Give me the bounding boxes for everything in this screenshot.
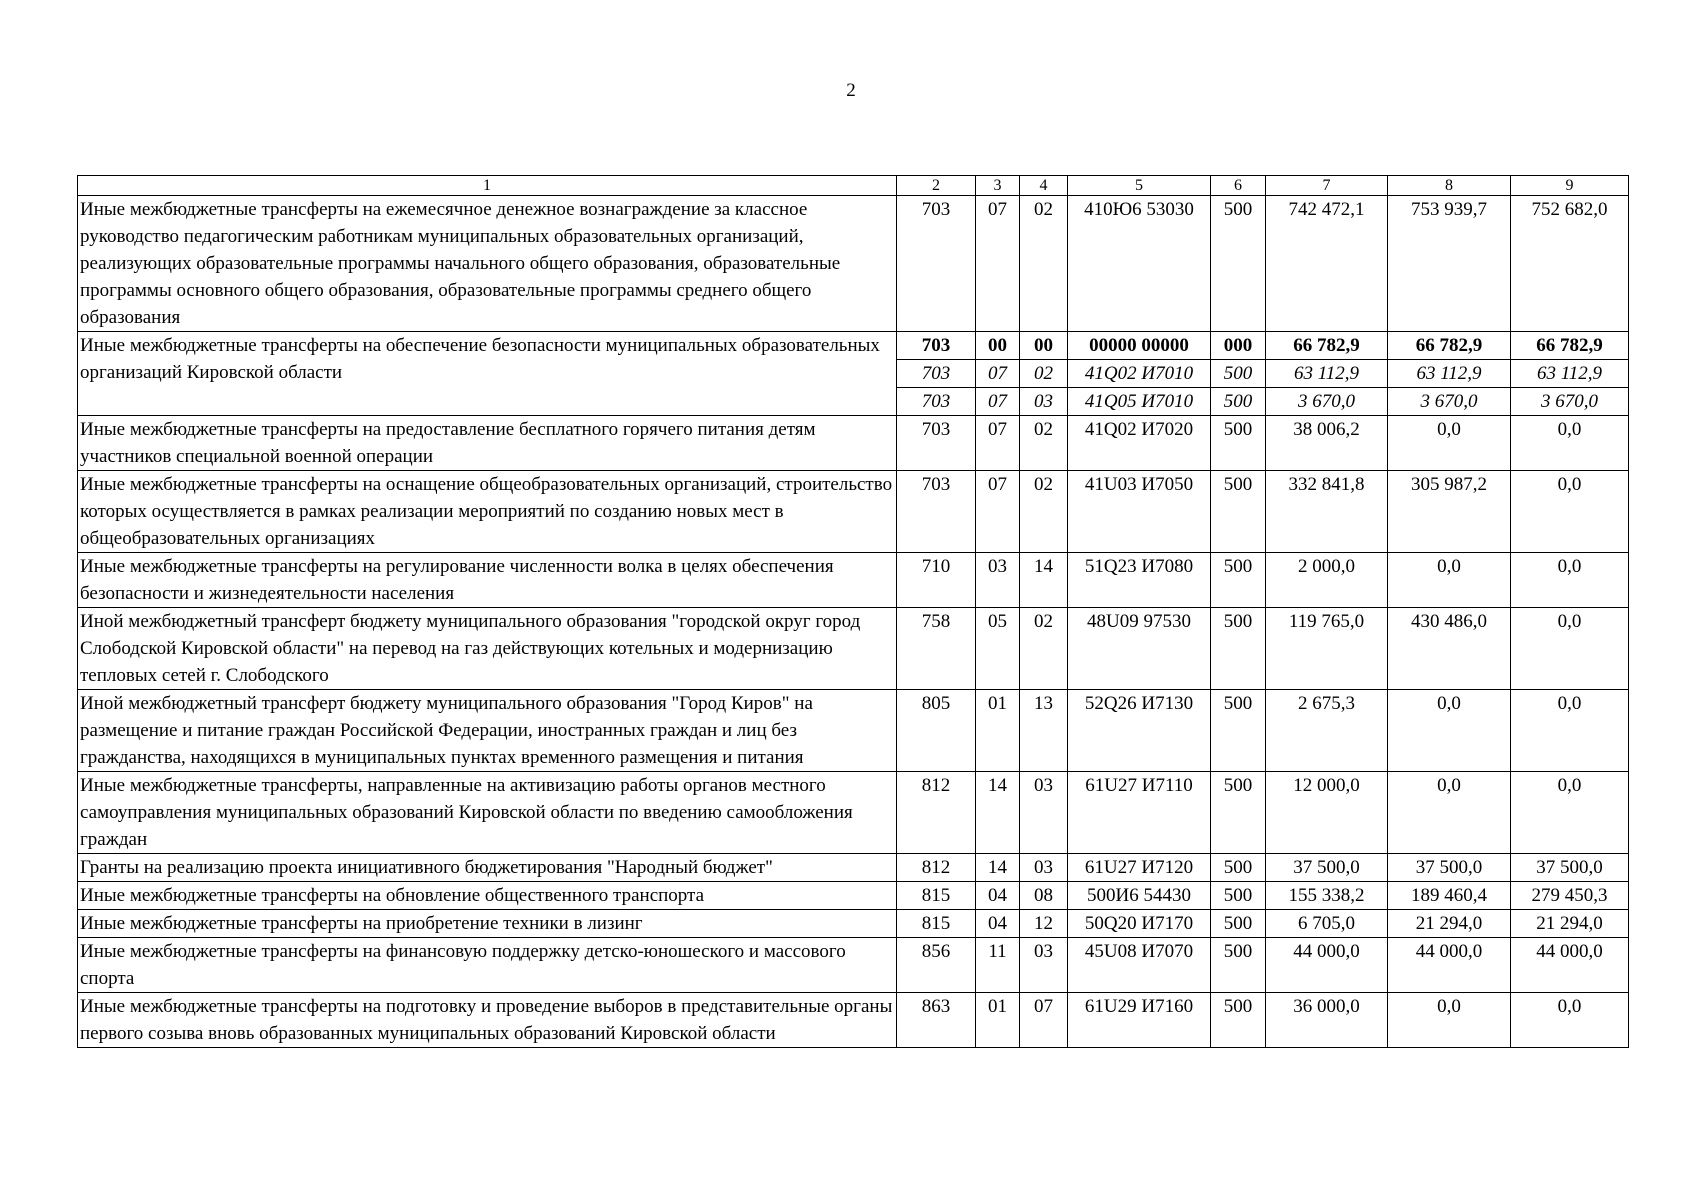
cell-target-article: 48U09 97530 [1068,608,1211,690]
table-row [78,471,1629,553]
cell-amount-year2: 0,0 [1388,416,1511,471]
cell-subsection: 12 [1020,910,1068,938]
table-row-total [78,332,1629,360]
row-description: Иные межбюджетные трансферты на финансовую поддержку детско-юношеского и массового спорта [78,938,897,993]
cell-amount-year2: 0,0 [1388,993,1511,1048]
cell-amount-year3: 0,0 [1511,553,1629,608]
row-description: Иные межбюджетные трансферты на подготовку и проведение выборов в представительные органы первого созыва вновь образованных муниципальных образований Кировской области [78,993,897,1048]
cell-target-article: 500И6 54430 [1068,882,1211,910]
cell-target-article: 61U27 И7120 [1068,854,1211,882]
cell-amount-year2: 63 112,9 [1388,360,1511,388]
cell-target-article: 00000 00000 [1068,332,1211,360]
cell-target-article: 41U03 И7050 [1068,471,1211,553]
cell-amount-year1: 3 670,0 [1266,388,1388,416]
header-cell: 2 [897,176,976,196]
cell-expense-type: 500 [1211,388,1266,416]
cell-expense-type: 500 [1211,993,1266,1048]
cell-section: 07 [976,196,1020,332]
row-description: Иные межбюджетные трансферты на обеспечение безопасности муниципальных образовательных организаций Кировской области [78,332,897,416]
row-description: Иные межбюджетные трансферты на предоставление бесплатного горячего питания детям участников специальной военной операции [78,416,897,471]
cell-admin-code: 703 [897,471,976,553]
cell-expense-type: 500 [1211,608,1266,690]
cell-admin-code: 812 [897,854,976,882]
cell-amount-year1: 332 841,8 [1266,471,1388,553]
cell-section: 01 [976,993,1020,1048]
cell-section: 11 [976,938,1020,993]
cell-subsection: 03 [1020,388,1068,416]
cell-amount-year3: 0,0 [1511,772,1629,854]
cell-amount-year2: 0,0 [1388,553,1511,608]
cell-amount-year2: 37 500,0 [1388,854,1511,882]
header-cell: 9 [1511,176,1629,196]
cell-admin-code: 703 [897,332,976,360]
row-description: Иной межбюджетный трансферт бюджету муниципального образования "Город Киров" на размещение и питание граждан Российской Федерации, иностранных граждан и лиц без гражданства, находящихся в муниципальных пунктах временного размещения и питания [78,690,897,772]
cell-amount-year2: 21 294,0 [1388,910,1511,938]
cell-expense-type: 500 [1211,882,1266,910]
cell-amount-year1: 63 112,9 [1266,360,1388,388]
cell-amount-year2: 189 460,4 [1388,882,1511,910]
cell-admin-code: 758 [897,608,976,690]
table-row [78,993,1629,1048]
cell-target-article: 51Q23 И7080 [1068,553,1211,608]
cell-subsection: 02 [1020,608,1068,690]
row-description: Иные межбюджетные трансферты на оснащение общеобразовательных организаций, строительство которых осуществляется в рамках реализации мероприятий по созданию новых мест в общеобразовательных организациях [78,471,897,553]
table-row [78,910,1629,938]
budget-table [77,175,1629,1048]
cell-section: 07 [976,471,1020,553]
cell-amount-year3: 279 450,3 [1511,882,1629,910]
cell-section: 01 [976,690,1020,772]
cell-amount-year3: 752 682,0 [1511,196,1629,332]
cell-target-article: 41Q02 И7020 [1068,416,1211,471]
cell-subsection: 03 [1020,772,1068,854]
cell-expense-type: 000 [1211,332,1266,360]
table-row [78,416,1629,471]
cell-admin-code: 815 [897,882,976,910]
cell-amount-year2: 3 670,0 [1388,388,1511,416]
cell-subsection: 02 [1020,416,1068,471]
table-row [78,854,1629,882]
cell-expense-type: 500 [1211,938,1266,993]
cell-amount-year2: 305 987,2 [1388,471,1511,553]
table-row [78,553,1629,608]
header-cell: 4 [1020,176,1068,196]
cell-admin-code: 863 [897,993,976,1048]
cell-amount-year1: 6 705,0 [1266,910,1388,938]
cell-section: 14 [976,854,1020,882]
cell-amount-year1: 2 000,0 [1266,553,1388,608]
cell-expense-type: 500 [1211,854,1266,882]
cell-admin-code: 805 [897,690,976,772]
header-cell: 3 [976,176,1020,196]
cell-amount-year3: 63 112,9 [1511,360,1629,388]
cell-target-article: 45U08 И7070 [1068,938,1211,993]
cell-amount-year3: 0,0 [1511,608,1629,690]
cell-expense-type: 500 [1211,910,1266,938]
table-row [78,938,1629,993]
cell-expense-type: 500 [1211,772,1266,854]
cell-admin-code: 856 [897,938,976,993]
cell-section: 03 [976,553,1020,608]
header-cell: 1 [78,176,897,196]
cell-expense-type: 500 [1211,690,1266,772]
row-description: Иные межбюджетные трансферты на регулирование численности волка в целях обеспечения безопасности и жизнедеятельности населения [78,553,897,608]
cell-amount-year3: 0,0 [1511,416,1629,471]
cell-expense-type: 500 [1211,553,1266,608]
cell-amount-year1: 37 500,0 [1266,854,1388,882]
cell-subsection: 02 [1020,196,1068,332]
cell-amount-year1: 66 782,9 [1266,332,1388,360]
row-description: Иные межбюджетные трансферты на ежемесячное денежное вознаграждение за классное руководство педагогическим работникам муниципальных образовательных организаций, реализующих образовательные программы начального общего образования, образовательные программы основного общего образования, образовательные программы среднего общего образования [78,196,897,332]
cell-admin-code: 812 [897,772,976,854]
cell-section: 04 [976,910,1020,938]
cell-amount-year1: 2 675,3 [1266,690,1388,772]
cell-subsection: 13 [1020,690,1068,772]
header-cell: 6 [1211,176,1266,196]
cell-subsection: 03 [1020,854,1068,882]
page-number: 2 [846,80,856,101]
cell-section: 14 [976,772,1020,854]
row-description: Иной межбюджетный трансферт бюджету муниципального образования "городской округ город Слободской Кировской области" на перевод на газ действующих котельных и модернизацию тепловых сетей г. Слободского [78,608,897,690]
cell-amount-year1: 119 765,0 [1266,608,1388,690]
table-row [78,608,1629,690]
cell-amount-year3: 44 000,0 [1511,938,1629,993]
table-row [78,882,1629,910]
cell-expense-type: 500 [1211,416,1266,471]
cell-amount-year2: 0,0 [1388,772,1511,854]
row-description: Иные межбюджетные трансферты, направленные на активизацию работы органов местного самоуправления муниципальных образований Кировской области по введению самообложения граждан [78,772,897,854]
cell-amount-year3: 37 500,0 [1511,854,1629,882]
cell-section: 07 [976,360,1020,388]
cell-admin-code: 703 [897,388,976,416]
header-cell: 7 [1266,176,1388,196]
cell-section: 00 [976,332,1020,360]
cell-section: 07 [976,388,1020,416]
cell-section: 04 [976,882,1020,910]
cell-subsection: 02 [1020,471,1068,553]
cell-subsection: 14 [1020,553,1068,608]
table-row [78,772,1629,854]
cell-amount-year3: 3 670,0 [1511,388,1629,416]
cell-amount-year3: 0,0 [1511,993,1629,1048]
cell-subsection: 03 [1020,938,1068,993]
cell-amount-year3: 0,0 [1511,690,1629,772]
cell-subsection: 08 [1020,882,1068,910]
cell-section: 07 [976,416,1020,471]
cell-amount-year2: 66 782,9 [1388,332,1511,360]
cell-admin-code: 703 [897,416,976,471]
cell-expense-type: 500 [1211,196,1266,332]
cell-admin-code: 703 [897,360,976,388]
cell-amount-year1: 36 000,0 [1266,993,1388,1048]
cell-admin-code: 703 [897,196,976,332]
cell-subsection: 07 [1020,993,1068,1048]
table-row [78,690,1629,772]
cell-amount-year1: 742 472,1 [1266,196,1388,332]
cell-admin-code: 815 [897,910,976,938]
cell-subsection: 02 [1020,360,1068,388]
cell-amount-year3: 66 782,9 [1511,332,1629,360]
table-row [78,196,1629,332]
cell-target-article: 410Ю6 53030 [1068,196,1211,332]
cell-amount-year3: 0,0 [1511,471,1629,553]
header-cell: 5 [1068,176,1211,196]
cell-amount-year3: 21 294,0 [1511,910,1629,938]
header-cell: 8 [1388,176,1511,196]
cell-amount-year1: 155 338,2 [1266,882,1388,910]
row-description: Гранты на реализацию проекта инициативного бюджетирования "Народный бюджет" [78,854,897,882]
cell-amount-year2: 44 000,0 [1388,938,1511,993]
cell-amount-year1: 38 006,2 [1266,416,1388,471]
cell-amount-year1: 12 000,0 [1266,772,1388,854]
cell-target-article: 61U29 И7160 [1068,993,1211,1048]
cell-expense-type: 500 [1211,360,1266,388]
row-description: Иные межбюджетные трансферты на приобретение техники в лизинг [78,910,897,938]
cell-target-article: 41Q05 И7010 [1068,388,1211,416]
cell-admin-code: 710 [897,553,976,608]
cell-subsection: 00 [1020,332,1068,360]
row-description: Иные межбюджетные трансферты на обновление общественного транспорта [78,882,897,910]
cell-amount-year2: 0,0 [1388,690,1511,772]
header-row [78,176,1629,196]
cell-section: 05 [976,608,1020,690]
cell-target-article: 52Q26 И7130 [1068,690,1211,772]
cell-expense-type: 500 [1211,471,1266,553]
cell-amount-year2: 430 486,0 [1388,608,1511,690]
cell-target-article: 41Q02 И7010 [1068,360,1211,388]
cell-target-article: 61U27 И7110 [1068,772,1211,854]
cell-target-article: 50Q20 И7170 [1068,910,1211,938]
cell-amount-year2: 753 939,7 [1388,196,1511,332]
cell-amount-year1: 44 000,0 [1266,938,1388,993]
